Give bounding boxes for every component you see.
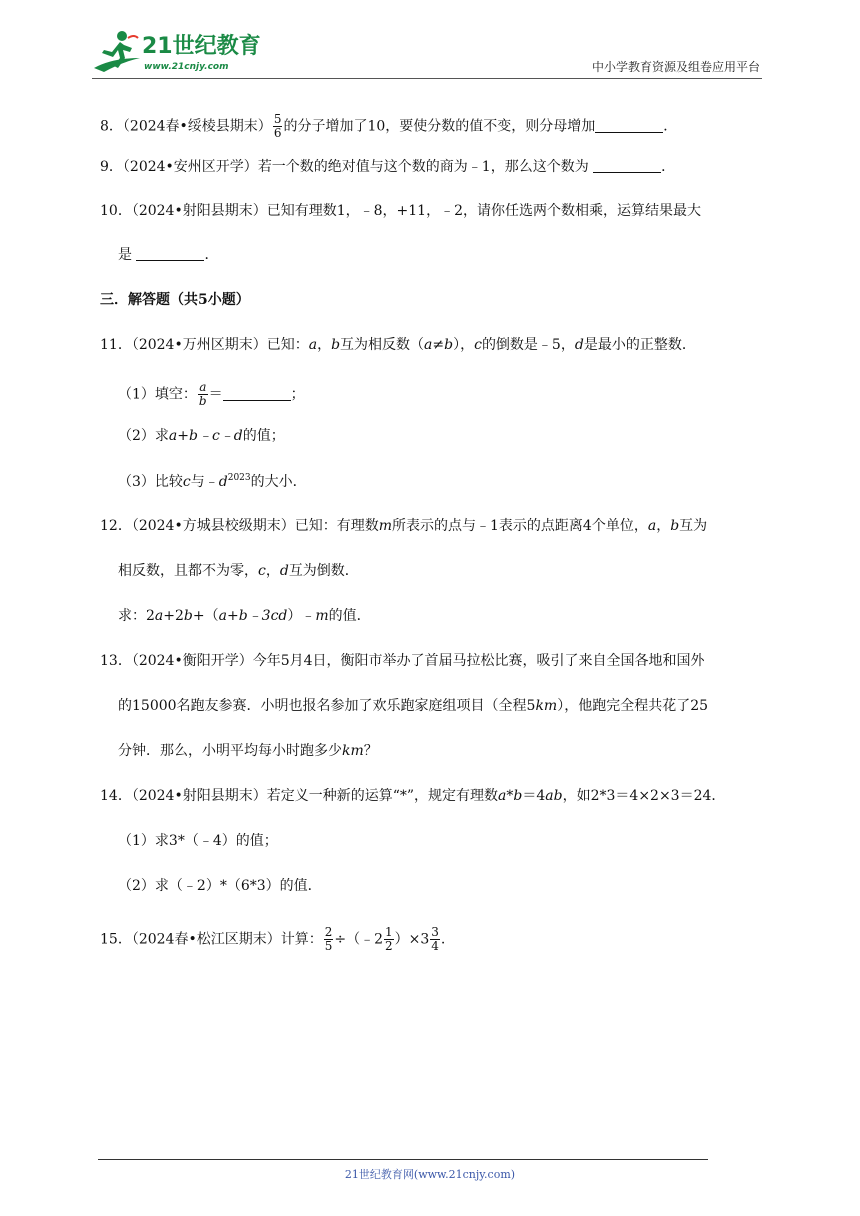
platform-title: 中小学教育资源及组卷应用平台 [591, 60, 760, 74]
q-source: （2024春•绥棱县期末） [122, 118, 272, 135]
runner-logo-icon [92, 28, 142, 76]
question-8: 8．（2024春•绥棱县期末） $\frac{5}{6}$ 的分子增加了10，要使分数的值不变，则分母增加 ． [100, 112, 678, 140]
question-14-part-1: （1）求3*（﹣4）的值； [118, 833, 278, 849]
section-heading: 三．解答题（共5小题） [100, 292, 250, 308]
q-number: 10． [100, 203, 132, 219]
q-number: 12． [100, 518, 132, 534]
q-source: （2024•衡阳开学） [131, 653, 253, 669]
brand-name: 21世纪教育 [142, 34, 261, 59]
question-9: 9．（2024•安州区开学）若一个数的绝对值与这个数的商为﹣1，那么这个数为 ． [100, 159, 676, 175]
question-11: 11．（2024•万州区期末）已知：a，b互为相反数（a≠b），c的倒数是﹣5，d是最小的正整数． [100, 337, 696, 353]
question-13: 13．（2024•衡阳开学）今年5月4日，衡阳市举办了首届马拉松比赛，吸引了来自全国各地和国外 [100, 653, 705, 669]
question-12: 12．（2024•方城县校级期末）已知：有理数m所表示的点与﹣1表示的点距离4个单位，a，b互为 [100, 518, 708, 534]
question-12-cont: 相反数，且都不为零，c，d互为倒数． [118, 563, 359, 579]
fraction: $\frac{1}{2}$ [385, 925, 393, 953]
question-13-task: 分钟．那么，小明平均每小时跑多少km？ [118, 743, 378, 759]
question-10: 10．（2024•射阳县期末）已知有理数1，﹣8，+11，﹣2，请你任选两个数相乘，运算结果最大 [100, 203, 701, 219]
fraction: $\frac{2}{5}$ [324, 925, 333, 953]
brand-url: www.21cnjy.com [144, 62, 229, 72]
fraction: $\frac{3}{4}$ [431, 925, 439, 953]
q-source: （2024•安州区开学） [122, 159, 258, 175]
answer-blank[interactable] [593, 158, 661, 173]
site-logo [92, 28, 272, 78]
question-14-part-2: （2）求（﹣2）*（6*3）的值． [118, 878, 322, 894]
fraction: $\frac{5}{6}$ [273, 112, 282, 140]
answer-blank[interactable] [136, 246, 204, 261]
question-14: 14．（2024•射阳县期末）若定义一种新的运算“*”，规定有理数a*b＝4ab，如2*3＝4×2×3＝24． [100, 788, 726, 804]
question-12-task: 求：2a+2b+（a+b﹣3cd）﹣m的值． [118, 608, 371, 624]
question-15: 15．（2024春•松江区期末）计算： $\frac{2}{5}$ ÷（﹣2 $\frac{1}{2}$ ）×3 $\frac{3}{4}$ . [100, 925, 446, 953]
q-number: 9． [100, 159, 123, 175]
q-source: （2024•万州区期末） [131, 337, 267, 353]
header-divider [92, 78, 762, 79]
question-13-cont: 的15000名跑友参赛．小明也报名参加了欢乐跑家庭组项目（全程5km），他跑完全程共花了25 [118, 698, 709, 714]
footer-link[interactable]: 21世纪教育网(www.21cnjy.com) [344, 1168, 516, 1181]
question-11-part-3: （3）比较c与$﹣d^{2023}$的大小． [118, 473, 307, 490]
q-number: 8． [100, 118, 123, 135]
question-11-part-1: （1）填空： $\frac{a}{b}$ ＝ ； [118, 380, 305, 408]
q-source: （2024•射阳县期末） [131, 788, 267, 804]
fraction: $\frac{a}{b}$ [198, 380, 207, 408]
answer-blank[interactable] [223, 386, 291, 401]
q-number: 13． [100, 653, 132, 669]
question-11-part-2: （2）求a+b﹣c﹣d的值； [118, 428, 285, 444]
q-source: （2024春•松江区期末） [131, 931, 281, 948]
question-10-cont: 是 ． [118, 247, 219, 263]
q-source: （2024•方城县校级期末） [131, 518, 295, 534]
footer-divider [98, 1159, 708, 1160]
q-number: 11． [100, 337, 132, 353]
answer-blank[interactable] [595, 118, 663, 133]
q-number: 15． [100, 931, 132, 948]
q-number: 14． [100, 788, 132, 804]
q-source: （2024•射阳县期末） [131, 203, 267, 219]
page-header [92, 28, 762, 78]
